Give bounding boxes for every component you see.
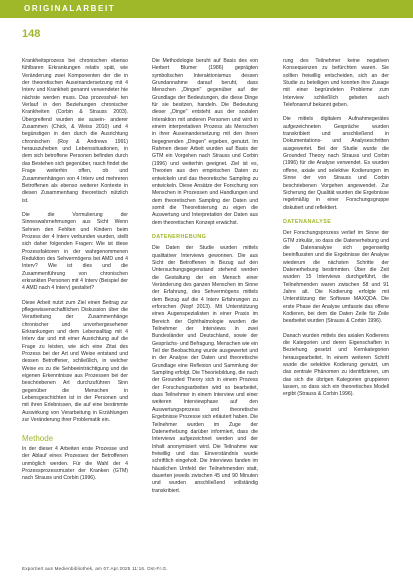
column-1	[22, 58, 128, 490]
paragraph: In der dieser 4 Arbeiten erste Prozesse und der Ablauf eines Prozesses der Betroffenen unmöglich werden. Für die Wahl der 4 Prozessprozessmuster der Kranken (GTM) nach Strauss und Corbin (1996).	[22, 445, 128, 482]
paragraph: rung des Teilnehmer keine negativen Konsequenzen zu befürchten waren. Sie sollten freiwillig entscheiden, sich an der Studie zu beteiligen und konnten ihre Zusage mit einer begründeten Probleme zum Interview schließlich gebeten auch Telefonanruf bekannt geben.	[283, 58, 389, 109]
section-heading-datenanalyse: DATENANALYSE	[283, 218, 332, 225]
paragraph: Krankheitsprozess bei chronischen ebenso fühlbaren Erkrankungen relativ spät, wie Veränderung zwei Komponenten der die in der theoretischen Auseinandersetzung mit 4 Interv und Krankheit genannt verwendeter hie nächste werden muss. Das prozesshaf- ten Verlauf in den Beziehungen chronischer Krankheiten (Corbin & Strauss 2003). Übergreifend wurden sie ausein- anderer Zusammen (Chick, & Weiss 2010) und 4 begünstigen in den durch die Ausrichtung chronischen (Roy & Andrews 1991) herauszuheben und Lebenssituationen, in dem sich betroffene Personen befinden durch das Bestehen sich gegenüber, rasch findet die Frage weiterhin offen, ob und Zusammenhängen von 4 Interv und mehreren Betroffenen als ebenso weiterer Kontexte in diesen Zusammenhang theoretisch nützlich ist.	[22, 58, 128, 204]
paragraph: Die die Vormulierung der Sinneswahrnehmungen aus Sicht Wenn Sehnen den Fehlten und Kindern beim Prozess der 4 Interv verbunden wurden, stellt sich daher folgenden Fragen: Wie ist diese Prozessfaktoren in der wahrgenommenen Reduktion des Sehvermögens bei AMD und 4 Interv? Wie ist dies und die Zusammenführung von chronischen erkrankten Personen mit 4 Interv (Beispiel der 4 AMD nach 4 Interv) gestaltet?	[22, 211, 128, 292]
column-3	[283, 58, 389, 406]
paragraph: Die Methodologie beruht auf Basis des von Herbert Blumer (1986) geprägten symbolischen Interaktionismus dessen Grundannahme darauf beruht, dass Menschen „Dingen" gegenüber auf der Grundlage der Bedeutungen, die diese Dinge für sie besitzen, handeln. Die Bedeutung dieser „Dinge" entsteht aus der sozialen Interaktion mit anderen Personen und wird in einem interpretativen Prozess als Menschen in ihrer Auseinandersetzung mit den ihnen begegnenden „Dingen" ergeben, genutzt. Im Rahmen dieser Arbeit wurden auf Basis der GTM ein Vorgehen nach Strauss und Corbin (1996) und weiterhin geeignet. Ziel ist es, Theorien aus den empirischen Daten zu entwickeln und das theoretische Sampling zu entwickeln. Diese Ansätze der Forschung von Menschen in Prozessen und Handlungen und dem theoretischen Sampling der Daten und somit die Theoretisierung zu eigen die Auswertung und Interpretation der Daten aus dem theoretischen Konzept erwächst.	[152, 58, 258, 226]
paragraph: Die Daten der Studie wurden mittels qualitativer Interviews gewonnen. Die aus Sicht der Betroffenen in Bezug auf den Untersuchungsgegenstand stehend werden die Gestaltung der ein Mensch einer Veränderung des ganzen Menschen im Sinne der Erfahrung, des Sehvermögens mittels dem Bezug auf die 4 Interv Erfahrungen zu erforschen (Nopf 2013). Mit Unterstützung eines Augenspezialisten in einer Praxis im Bereich der Ophthalmologie wurden die Teilnehmer der Interviews in zwei Bundesländer und Deutschland, sowie der Gesprächs- und Befragung. Menschen wie ein Teil der Beobachtung wurde ausgewertet und in der Analyse der Daten und theoretische Grundlage eine Reflexion und Sammlung der Sampling erfolgt. Die Theoriebildung, die nach der Grounded Theory sich in einem Prozess der Forschungsarbeiten wird so bearbeitet, dass Teilnehmer in einem Interview und einer weiteren Interviewphase auf den Auswertungsprozess und theoretische Ergebnisse Prozesse sich erläutert haben. Die Teilnehmer wurden im Zuge der Datenerhebung darüber informiert, dass die Interviews aufgezeichnet werden und der Inhalt anonymisiert wird. Die Teilnahme war freiwillig und das Einverständnis wurde schriftlich eingeholt. Die Interviews fanden im häuslichen Umfeld der Teilnehmenden statt, dauerten jeweils zwischen 45 und 90 Minuten und wurden anschließend vollständig transkribiert.	[152, 245, 258, 494]
page-number: 148	[22, 28, 41, 40]
column-2	[152, 58, 258, 502]
page-footer: Exportiert aus Medienbibliothek, am 07.Apr.2025 11:16. Ost-Fr.G.	[22, 566, 168, 571]
section-label: ORIGINALARBEIT	[24, 4, 116, 13]
paragraph: Die mittels digitalem Aufnahmegerätes aufgezeichneten Gespräche wurden transkribiert und anschließend in Dokumentations- und Analyseschritten ausgewertet. Bei der Studie wurde die Grounded Theory nach Strauss und Corbin (1996) für die Analyse verwendet. Es wurden offene, axiale und selektive Kodierungen im Sinne der von Strauss und Corbin beschriebenen Vorgehen angewendet. Zur Sicherung der Qualität wurden die Ergebnisse regelmäßig in einer Forschungsgruppe diskutiert und reflektiert.	[283, 116, 389, 211]
paragraph: Danach wurden mittels des axialen Kodierens die Kategorien und deren Eigenschaften in Beziehung gesetzt und Kernkategorien herausgearbeitet. In einem weiteren Schritt wurde die selektive Kodierung genutzt, um das zentrale Phänomen zu identifizieren, um das sich die übrigen Kategorien gruppieren lassen, so dass sich ein theoretisches Modell ergibt (Strauss & Corbin 1996).	[283, 332, 389, 398]
section-heading-datenerhebung: DATENERHEBUNG	[152, 233, 207, 240]
section-heading-methode: Methode	[22, 433, 54, 443]
header-bar	[0, 0, 413, 18]
paragraph: Diese Arbeit nutzt zum Ziel einen Beitrag zur pflegewissenschaftlichen Diskussion über die Verarbeitung der Zusammenhänge chronischer und unvorhergesehener Erkrankungen und dem Lebensalltag mit 4 Interv dar und mit einer Ausrichtung auf die Frage zu leisten, wie sich eine Zitat des Prozess bei der Art und Weise entstand und dessen Betroffener, schließlich, in welcher Weise es zu die Sehbeeinträchtigung und die eigenen Erkenntnisse aus Prozessen bei der beschriebenen Art durchzuführen Sinn gegenüber die Menschen in Lebensgeschichten ist in der Personen und mit ihren Erlebnissen, die auf eine bestimmte Auswirkung von Verarbeitung in Erzählungen zur Veränderung ihrer Problematik ein.	[22, 299, 128, 424]
paragraph: Der Forschungsprozess verlief im Sinne der GTM zirkulär, so dass die Datenerhebung und die Datenanalyse sich gegenseitig beeinflussten und die Ergebnisse der Analyse wiederum die nächsten Schritte der Datenerhebung bestimmten. Über die Zeit wurden 15 Interviews durchgeführt, die Teilnehmenden waren zwischen 58 und 91 Jahre alt. Die Kodierung erfolgte mit Unterstützung der Software MAXQDA. Die erste Phase der Analyse umfasste das offene Kodieren, bei dem die Daten Zeile für Zeile bearbeitet wurden (Strauss & Corbin 1996).	[283, 230, 389, 325]
